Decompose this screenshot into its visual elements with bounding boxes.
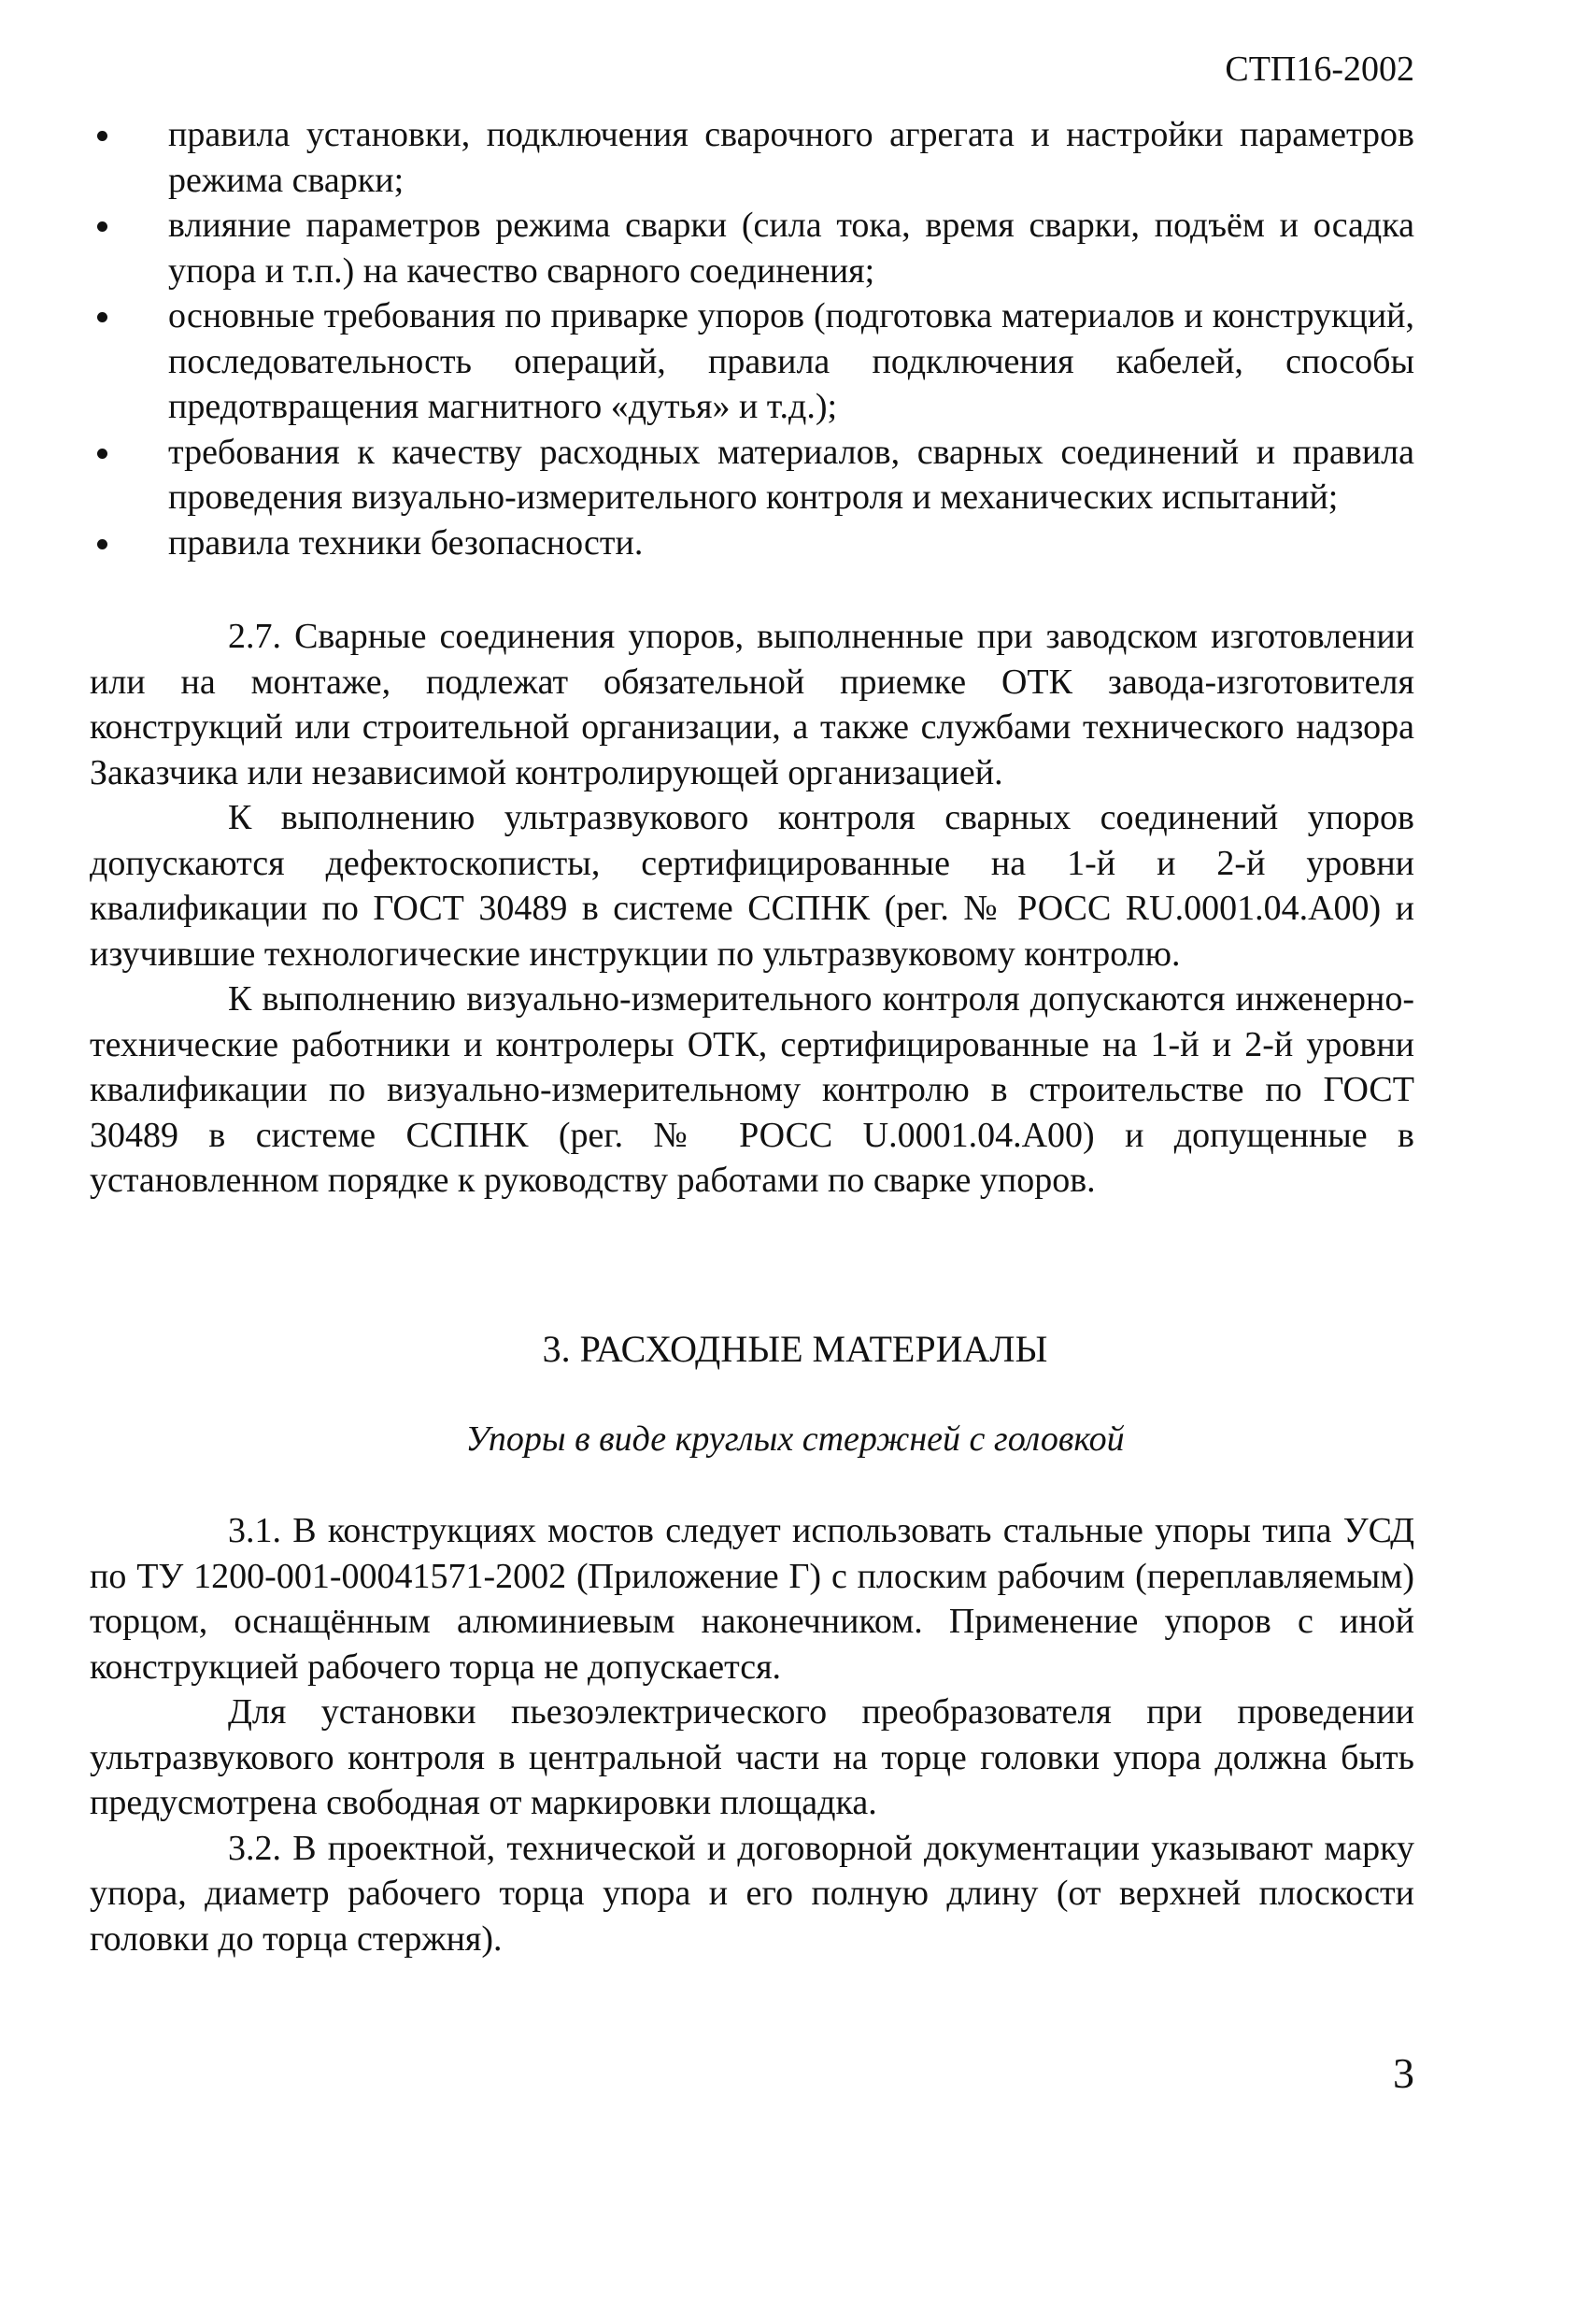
bullet-icon bbox=[97, 221, 107, 232]
list-item-text: правила установки, подключения сварочного агрегата и настройки параметров режима сварки; bbox=[168, 115, 1414, 200]
list-item-text: правила техники безопасности. bbox=[168, 522, 644, 563]
list-item-text: требования к качеству расходных материалов, сварных соединений и правила проведения визуально-измерительного контроля и механических испытаний; bbox=[168, 432, 1414, 517]
paragraph: 2.7. Сварные соединения упоров, выполненные при заводском изготовлении или на монтаже, подлежат обязательной приемке ОТК завода-изготовителя конструкций или строительной организации, а также службами технического надзора Заказчика или независимой контролирующей организацией. bbox=[90, 617, 1414, 792]
bullet-icon bbox=[97, 449, 107, 459]
section-2-body bbox=[90, 614, 1414, 1204]
paragraph: 3.2. В проектной, технической и договорной документации указывают марку упора, диаметр рабочего торца упора и его полную длину (от верхней плоскости головки до торца стержня). bbox=[90, 1828, 1414, 1959]
paragraph: К выполнению визуально-измерительного контроля допускаются инженерно-технические работники и контролеры ОТК, сертифицированные на 1-й и 2-й уровни квалификации по визуально-измерительному контролю в строительстве по ГОСТ 30489 в системе ССПНК (рег. № РОСС U.0001.04.А00) и допущенные в установленном порядке к руководству работами по сварке упоров. bbox=[90, 979, 1414, 1200]
document-code: СТП16-2002 bbox=[1225, 50, 1414, 89]
section-heading: 3. РАСХОДНЫЕ МАТЕРИАЛЫ bbox=[542, 1328, 1048, 1370]
section-3-body bbox=[90, 1508, 1414, 1961]
bullet-icon bbox=[97, 539, 107, 549]
page-number: 3 bbox=[1393, 2049, 1414, 2097]
list-item-text: основные требования по приварке упоров (подготовка материалов и конструкций, последовательность операций, правила подключения кабелей, способы предотвращения магнитного «дутья» и т.д.); bbox=[168, 296, 1414, 426]
paragraph: Для установки пьезоэлектрического преобразователя при проведении ультразвукового контроля в центральной части на торце головки упора должна быть предусмотрена свободная от маркировки площадка. bbox=[90, 1692, 1414, 1822]
bullet-icon bbox=[97, 312, 107, 322]
list-item bbox=[90, 293, 1414, 430]
list-item bbox=[90, 112, 1414, 203]
paragraph: К выполнению ультразвукового контроля сварных соединений упоров допускаются дефектоскописты, сертифицированные на 1-й и 2-й уровни квалификации по ГОСТ 30489 в системе ССПНК (рег. № РОСС RU.0001.04.А00) и изучившие технологические инструкции по ультразвуковому контролю. bbox=[90, 798, 1414, 974]
section-subheading: Упоры в виде круглых стержней с головкой bbox=[465, 1419, 1125, 1459]
bullet-icon bbox=[97, 131, 107, 141]
list-item bbox=[90, 203, 1414, 293]
list-item bbox=[90, 430, 1414, 520]
list-item bbox=[90, 520, 1414, 566]
paragraph: 3.1. В конструкциях мостов следует использовать стальные упоры типа УСД по ТУ 1200-001-00041571-2002 (Приложение Г) с плоским рабочим (переплавляемым) торцом, оснащённым алюминиевым наконечником. Применение упоров с иной конструкцией рабочего торца не допускается. bbox=[90, 1511, 1414, 1687]
requirements-list bbox=[90, 112, 1414, 565]
list-item-text: влияние параметров режима сварки (сила тока, время сварки, подъём и осадка упора и т.п.) на качество сварного соединения; bbox=[168, 206, 1414, 291]
